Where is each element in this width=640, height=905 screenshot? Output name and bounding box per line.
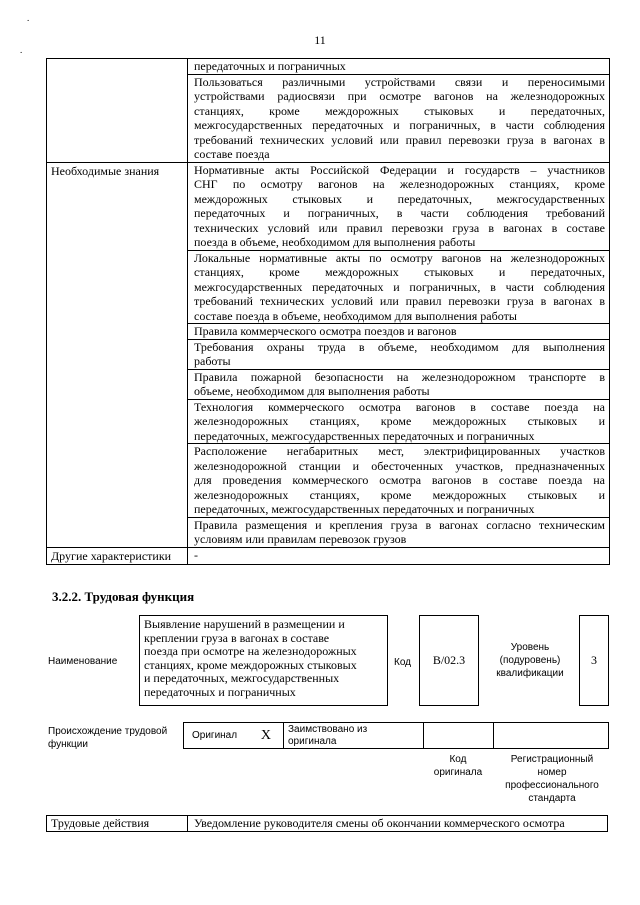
origin-label-line: функции	[48, 739, 88, 750]
cell-line: станциях, кроме междорожных стыковых и передаточных,	[194, 265, 605, 279]
level-label-line: (подуровень)	[499, 655, 561, 666]
table-row	[47, 59, 609, 162]
row-label	[47, 59, 188, 162]
cell-line: междорожных стыковых и передаточных, межгосударственных	[194, 191, 605, 206]
origin-label-line: Происхождение трудовой	[48, 726, 168, 737]
level-value: 3	[579, 615, 609, 706]
original-mark: Х	[260, 727, 271, 743]
table-cell	[188, 163, 609, 250]
cell-line: СНГ по осмотру вагонов на железнодорожных станциях, кроме	[194, 177, 605, 191]
caption-line: Регистрационный	[510, 754, 594, 765]
cell-line: устройствами радиосвязи при осмотре вагонов на железнодорожных	[194, 89, 605, 103]
function-name-line: Выявление нарушений в размещении и	[144, 617, 345, 631]
function-name-line: станциях, кроме междорожных стыковых	[144, 657, 357, 672]
function-name-line: креплении груза в вагонах в составе	[144, 630, 330, 645]
cell-line: условиям или правилам перевозок грузов	[194, 532, 407, 546]
table-cell	[188, 74, 609, 162]
cell-line: объеме, необходимом для выполнения работы	[194, 384, 430, 398]
cell-line: межгосударственных передаточных и пограничных, в части соблюдения	[194, 118, 605, 132]
caption-line: номер	[537, 767, 567, 778]
cell-line: требований технических условий или правил перевозки груза в вагонах в	[194, 294, 605, 308]
table-cell	[188, 399, 609, 444]
knowledge-table	[46, 58, 610, 565]
table-cell	[188, 339, 609, 369]
cell-line: Локальные нормативные акты по осмотру вагонов на железнодорожных	[194, 250, 605, 265]
cell-line: Правила пожарной безопасности на железнодорожном транспорте в	[194, 369, 605, 384]
cell-line: Требования охраны труда в объеме, необходимом для выполнения	[194, 339, 605, 354]
reg-number-cell	[494, 723, 608, 748]
reg-number-caption	[496, 753, 608, 805]
row-label: Необходимые знания	[47, 163, 188, 547]
original-label: Оригинал	[192, 730, 238, 741]
cell-line: передаточных и пограничных, в части соблюдения требований	[194, 206, 605, 220]
cell-line: железнодорожной станции и обесточенных участков, предназначенных	[194, 458, 605, 473]
level-label	[487, 641, 573, 680]
caption-line: Код	[449, 754, 467, 765]
level-label-line: квалификации	[496, 668, 564, 679]
origin-label	[48, 725, 178, 751]
borrowed-line: Заимствовано из	[288, 723, 368, 735]
original-code-caption	[427, 753, 489, 779]
cell-line: Правила коммерческого осмотра поездов и вагонов	[194, 324, 457, 338]
table-row	[47, 547, 609, 564]
cell-line: Правила размещения и крепления груза в вагонах согласно техническим	[194, 517, 605, 532]
action-item: Уведомление руководителя смены об окончании коммерческого осмотра	[194, 816, 565, 830]
section-title: 3.2.2. Трудовая функция	[52, 589, 195, 604]
function-name-line: и передаточных, межгосударственных	[144, 671, 340, 686]
cell-line: железнодорожных станциях, кроме междорожных стыковых и	[194, 414, 605, 428]
cell-line: Технология коммерческого осмотра вагонов в составе поезда на	[194, 399, 605, 414]
table-cell	[188, 250, 609, 324]
table-cell	[188, 369, 609, 399]
level-label-line: Уровень	[510, 642, 550, 653]
code-label: Код	[394, 657, 412, 668]
cell-line: для проведения коммерческого осмотра вагонов в составе поезда на	[194, 473, 605, 487]
code-value: В/02.3	[419, 615, 479, 706]
cell-line: составе поезда в объеме, необходимом для выполнения работы	[194, 308, 517, 323]
cell-line: железнодорожных станциях, кроме междорожных стыковых и	[194, 487, 605, 502]
table-cell	[188, 443, 609, 517]
borrowed-line: оригинала	[288, 735, 337, 747]
cell-line: передаточных, межгосударственных передаточных и пограничных	[194, 502, 535, 516]
cell-line: передаточных и пограничных	[194, 59, 346, 73]
table-row	[47, 162, 609, 547]
page-number: 11	[314, 33, 326, 47]
cell-line: Нормативные акты Российской Федерации и государств – участников	[194, 162, 605, 177]
table-cell	[188, 323, 609, 339]
actions-label: Трудовые действия	[47, 816, 188, 831]
cell-line: Пользоваться различными устройствами связи и переносимыми	[194, 74, 605, 89]
cell-line: поезда в объеме, необходимом для выполнения работы	[194, 235, 476, 249]
caption-line: стандарта	[528, 793, 576, 804]
cell-line: -	[194, 547, 198, 562]
cell-line: Расположение негабаритных мест, электрифицированных участков	[194, 444, 605, 458]
original-code-cell	[424, 723, 494, 748]
origin-row	[183, 722, 609, 749]
cell-line: передаточных, межгосударственных передаточных и пограничных	[194, 428, 535, 443]
caption-line: профессионального	[505, 780, 599, 791]
table-cell	[188, 517, 609, 547]
cell-line: требований технических условий или правил перевозки груза в вагонах в	[194, 132, 605, 147]
function-name-line: передаточных и пограничных	[144, 684, 296, 699]
cell-line: станциях, кроме междорожных стыковых и передаточных,	[194, 103, 605, 118]
function-name-box	[139, 615, 388, 706]
function-name-line: поезда при осмотре на железнодорожных	[144, 644, 357, 659]
cell-line: технических условий или правил перевозки груза в вагонах в составе	[194, 220, 605, 235]
borrowed-cell	[284, 723, 424, 748]
caption-line: оригинала	[433, 767, 483, 778]
table-cell	[188, 59, 609, 74]
scan-mark: .	[20, 45, 23, 55]
row-label: Другие характеристики	[47, 548, 188, 564]
cell-line: составе поезда	[194, 147, 270, 161]
original-cell	[184, 723, 284, 748]
scan-mark: .	[27, 13, 30, 23]
actions-row	[46, 815, 608, 832]
cell-line: межгосударственных передаточных и пограничных, в части соблюдения	[194, 279, 605, 294]
name-label: Наименование	[48, 656, 118, 667]
table-cell	[188, 548, 609, 563]
cell-line: работы	[194, 354, 231, 368]
